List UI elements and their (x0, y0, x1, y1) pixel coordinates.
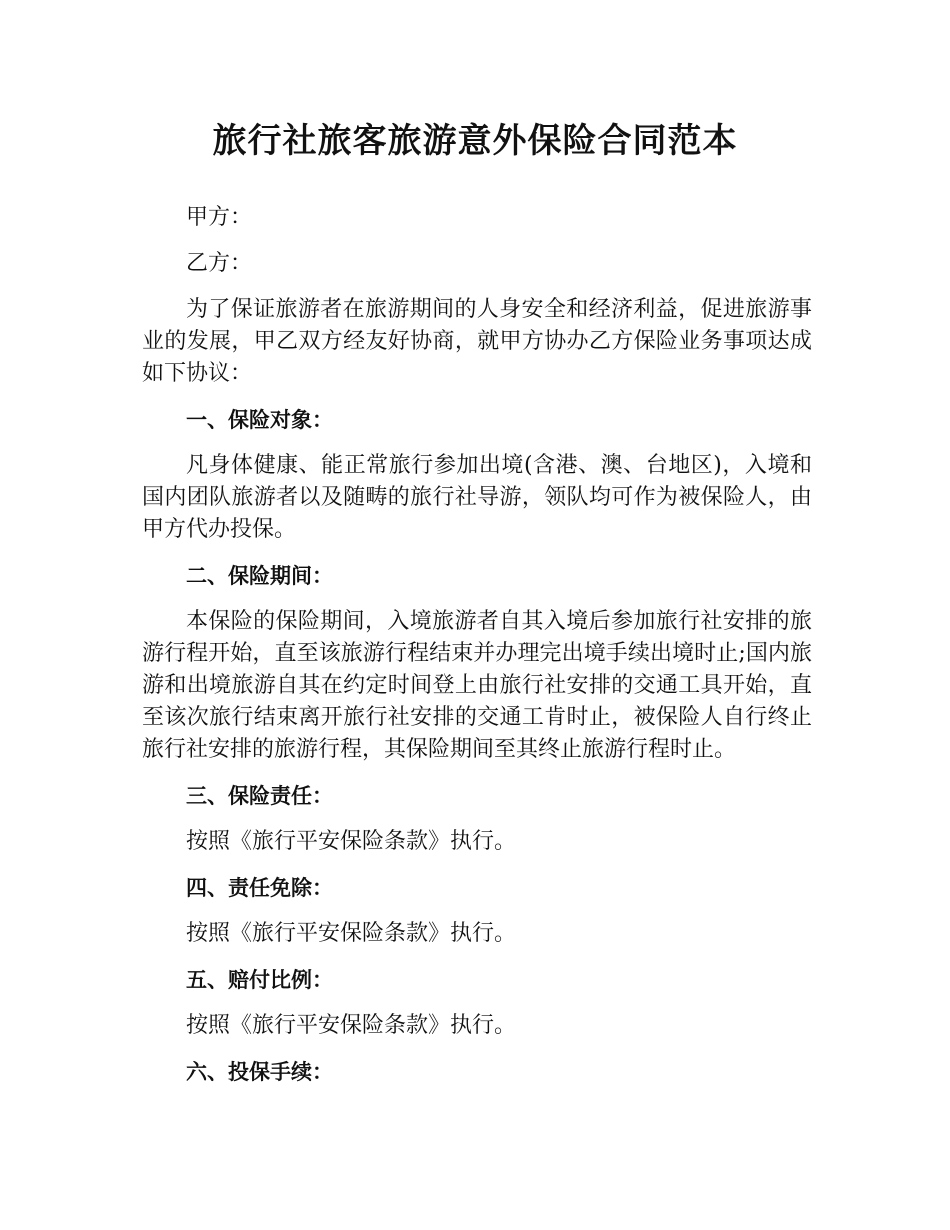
section-heading-liability: 三、保险责任： (186, 784, 333, 808)
party-a-label: 甲方： (186, 205, 253, 230)
party-b-label: 乙方： (186, 251, 253, 276)
section-heading-insured: 一、保险对象： (186, 408, 333, 432)
section-heading-compensation: 五、赔付比例： (186, 968, 333, 992)
intro-paragraph: 为了保证旅游者在旅游期间的人身安全和经济利益，促进旅游事业的发展，甲乙双方经友好协商，就甲方协办乙方保险业务事项达成如下协议： (142, 297, 812, 386)
section-heading-procedure: 六、投保手续： (186, 1060, 333, 1084)
section-heading-period: 二、保险期间： (186, 564, 333, 588)
section-body-compensation: 按照《旅行平安保险条款》执行。 (186, 1013, 517, 1038)
section-body-exclusions: 按照《旅行平安保险条款》执行。 (186, 921, 517, 946)
section-body-liability: 按照《旅行平安保险条款》执行。 (186, 829, 517, 854)
section-heading-exclusions: 四、责任免除： (186, 876, 333, 900)
document-body (142, 202, 812, 1102)
section-body-insured: 凡身体健康、能正常旅行参加出境(含港、澳、台地区)，入境和国内团队旅游者以及随畴的旅行社导游，领队均可作为被保险人，由甲方代办投保。 (142, 453, 812, 542)
document-title: 旅行社旅客旅游意外保险合同范本 (212, 121, 738, 161)
section-body-period: 本保险的保险期间，入境旅游者自其入境后参加旅行社安排的旅游行程开始，直至该旅游行程结束并办理完出境手续出境时止;国内旅游和出境旅游自其在约定时间登上由旅行社安排的交通工具开始，直至该次旅行结束离开旅行社安排的交通工肯时止，被保险人自行终止旅行社安排的旅游行程，其保险期间至其终止旅游行程时止。 (142, 609, 812, 762)
